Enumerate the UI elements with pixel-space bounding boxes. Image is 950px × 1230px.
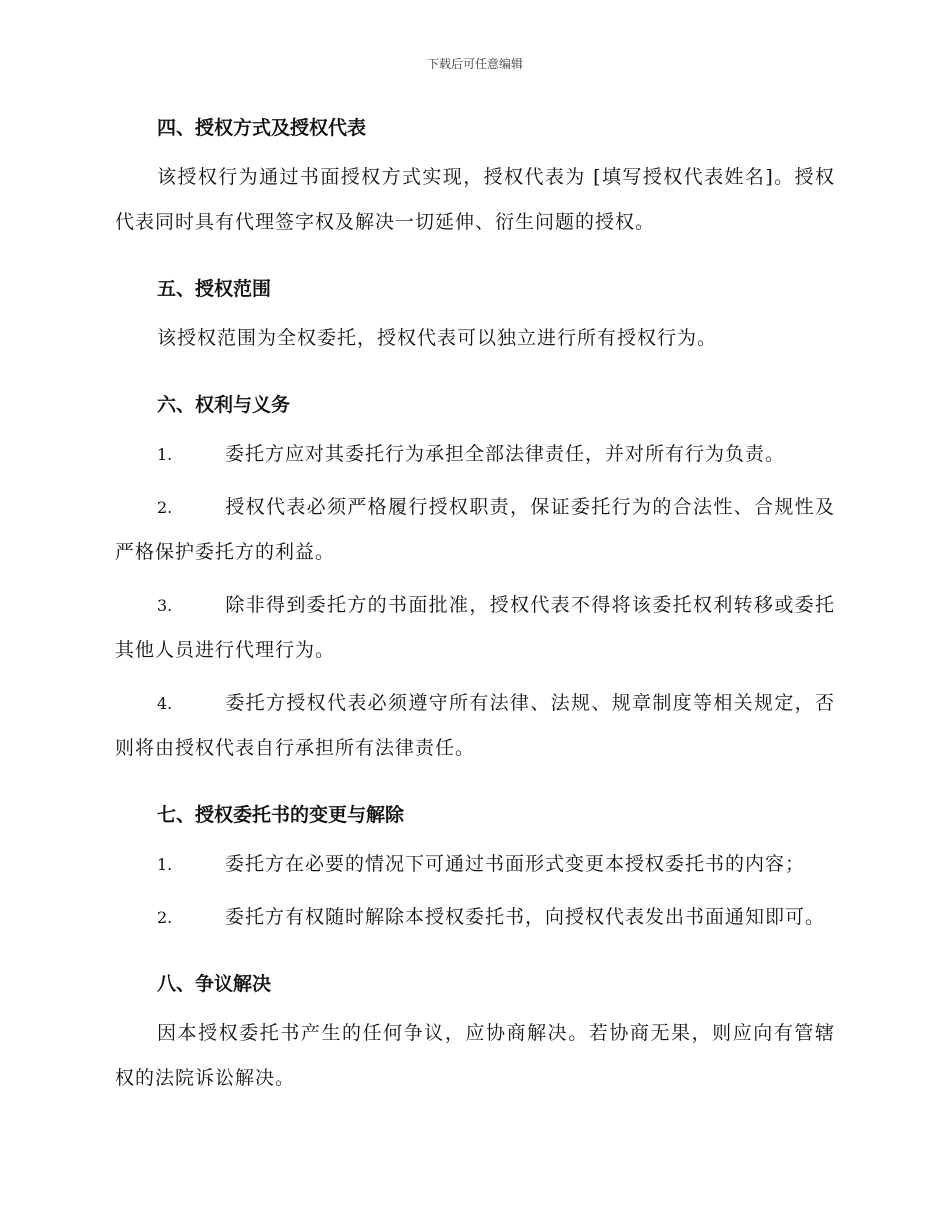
document-body [115, 112, 835, 1101]
section-heading-7: 七、授权委托书的变更与解除 [157, 804, 405, 826]
list-item-text: 委托方有权随时解除本授权委托书，向授权代表发出书面通知即可。 [225, 906, 826, 928]
list-item [115, 432, 835, 477]
list-item-text: 委托方授权代表必须遵守所有法律、法规、规章制度等相关规定，否则将由授权代表自行承担所有法律责任。 [115, 692, 835, 759]
list-item-number: 4. [157, 694, 173, 713]
list-item-number: 1. [157, 445, 173, 464]
list-item [115, 583, 835, 673]
header-note: 下载后可任意编辑 [426, 57, 523, 71]
section-5-paragraph: 该授权范围为全权委托，授权代表可以独立进行所有授权行为。 [157, 327, 718, 349]
section-heading-4: 四、授权方式及授权代表 [157, 117, 367, 139]
section-heading-8: 八、争议解决 [157, 973, 272, 995]
section-4-paragraph: 该授权行为通过书面授权方式实现，授权代表为 [填写授权代表姓名]。授权代表同时具有代理签字权及解决一切延伸、衍生问题的授权。 [115, 166, 835, 233]
list-item [115, 681, 835, 771]
section-heading-5: 五、授权范围 [157, 278, 272, 300]
list-item-text: 委托方应对其委托行为承担全部法律责任，并对所有行为负责。 [225, 443, 786, 465]
list-item [115, 895, 835, 940]
list-item-text: 除非得到委托方的书面批准，授权代表不得将该委托权利转移或委托其他人员进行代理行为。 [115, 594, 835, 661]
list-item-number: 2. [157, 498, 173, 517]
list-item-number: 2. [157, 908, 173, 927]
section-heading-6: 六、权利与义务 [157, 394, 291, 416]
list-item-number: 3. [157, 596, 173, 615]
section-8-paragraph: 因本授权委托书产生的任何争议，应协商解决。若协商无果，则应向有管辖权的法院诉讼解决。 [115, 1022, 835, 1089]
list-item-text: 授权代表必须严格履行授权职责，保证委托行为的合法性、合规性及严格保护委托方的利益。 [115, 496, 835, 563]
list-item [115, 842, 835, 887]
list-item-text: 委托方在必要的情况下可通过书面形式变更本授权委托书的内容； [225, 853, 806, 875]
list-item-number: 1. [157, 855, 173, 874]
list-item [115, 485, 835, 575]
